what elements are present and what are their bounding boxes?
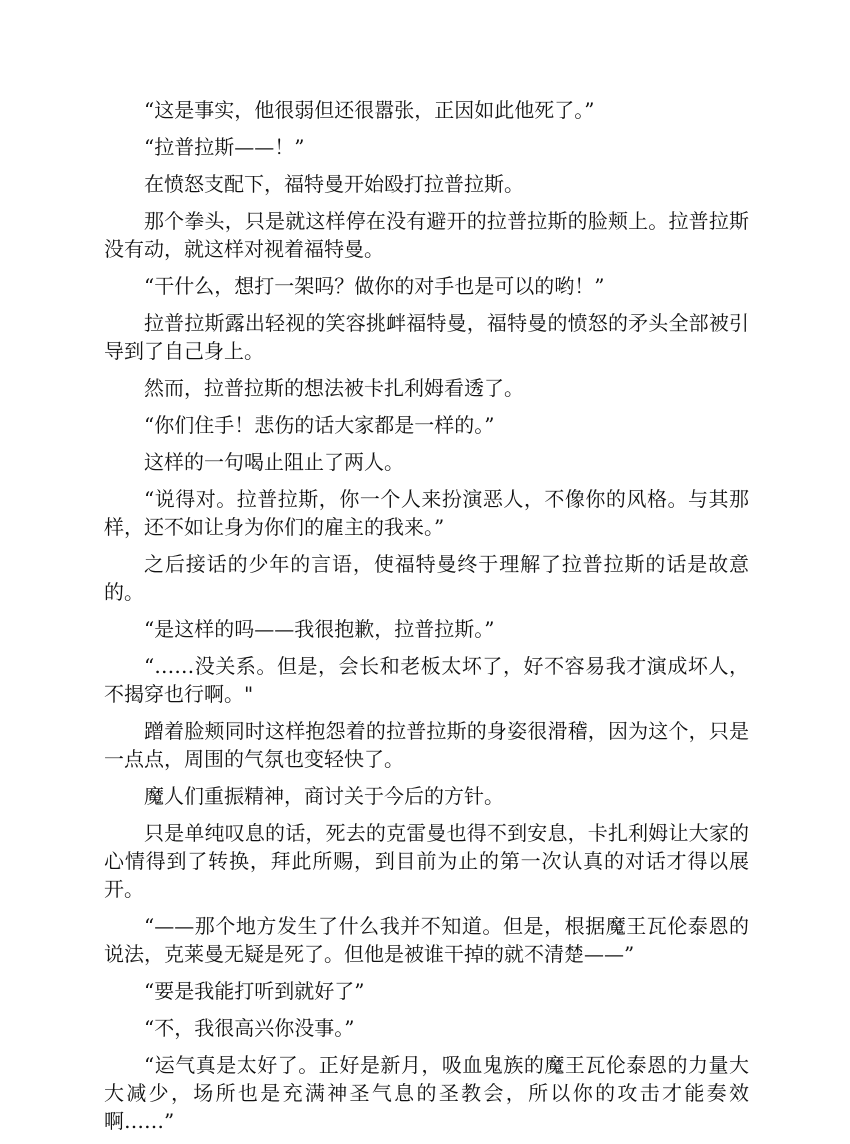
paragraph-5: “干什么，想打一架吗？做你的对手也是可以的哟！”: [144, 274, 605, 298]
paragraph-18: “要是我能打听到就好了”: [144, 979, 365, 1003]
paragraph-3: 在愤怒支配下，福特曼开始殴打拉普拉斯。: [144, 172, 524, 196]
paragraph-2: “拉普拉斯——！”: [144, 135, 305, 159]
paragraph-19: “不，我很高兴你没事。”: [144, 1016, 355, 1040]
body-text: [104, 96, 749, 1144]
paragraph-15: 魔人们重振精神，商讨关于今后的方针。: [144, 784, 504, 808]
paragraph-16: 只是单纯叹息的话，死去的克雷曼也得不到安息，卡扎利姆让大家的心情得到了转换，拜此所赐，到目前为止的第一次认真的对话才得以展开。: [104, 821, 749, 901]
paragraph-14: 蹭着脸颊同时这样抱怨着的拉普拉斯的身姿很滑稽，因为这个，只是一点点，周围的气氛也变轻快了。: [104, 719, 749, 771]
paragraph-7: 然而，拉普拉斯的想法被卡扎利姆看透了。: [144, 376, 524, 400]
paragraph-4: 那个拳头，只是就这样停在没有避开的拉普拉斯的脸颊上。拉普拉斯没有动，就这样对视着福特曼。: [104, 209, 749, 261]
paragraph-8: “你们住手！悲伤的话大家都是一样的。”: [144, 413, 495, 437]
paragraph-11: 之后接话的少年的言语，使福特曼终于理解了拉普拉斯的话是故意的。: [104, 552, 749, 604]
paragraph-9: 这样的一句喝止阻止了两人。: [144, 450, 404, 474]
paragraph-10: “说得对。拉普拉斯，你一个人来扮演恶人，不像你的风格。与其那样，还不如让身为你们的雇主的我来。”: [104, 487, 749, 539]
paragraph-6: 拉普拉斯露出轻视的笑容挑衅福特曼，福特曼的愤怒的矛头全部被引导到了自己身上。: [104, 311, 749, 363]
paragraph-17: “——那个地方发生了什么我并不知道。但是，根据魔王瓦伦泰恩的说法，克莱曼无疑是死了。但他是被谁干掉的就不清楚——”: [104, 914, 749, 966]
paragraph-1: “这是事实，他很弱但还很嚣张，正因如此他死了。”: [144, 98, 595, 122]
paragraph-13: “……没关系。但是，会长和老板太坏了，好不容易我才演成坏人，不揭穿也行啊。": [104, 654, 749, 706]
paragraph-20: “运气真是太好了。正好是新月，吸血鬼族的魔王瓦伦泰恩的力量大大减少，场所也是充满神圣气息的圣教会，所以你的攻击才能奏效啊……”: [104, 1053, 749, 1133]
paragraph-12: “是这样的吗——我很抱歉，拉普拉斯。”: [144, 617, 495, 641]
